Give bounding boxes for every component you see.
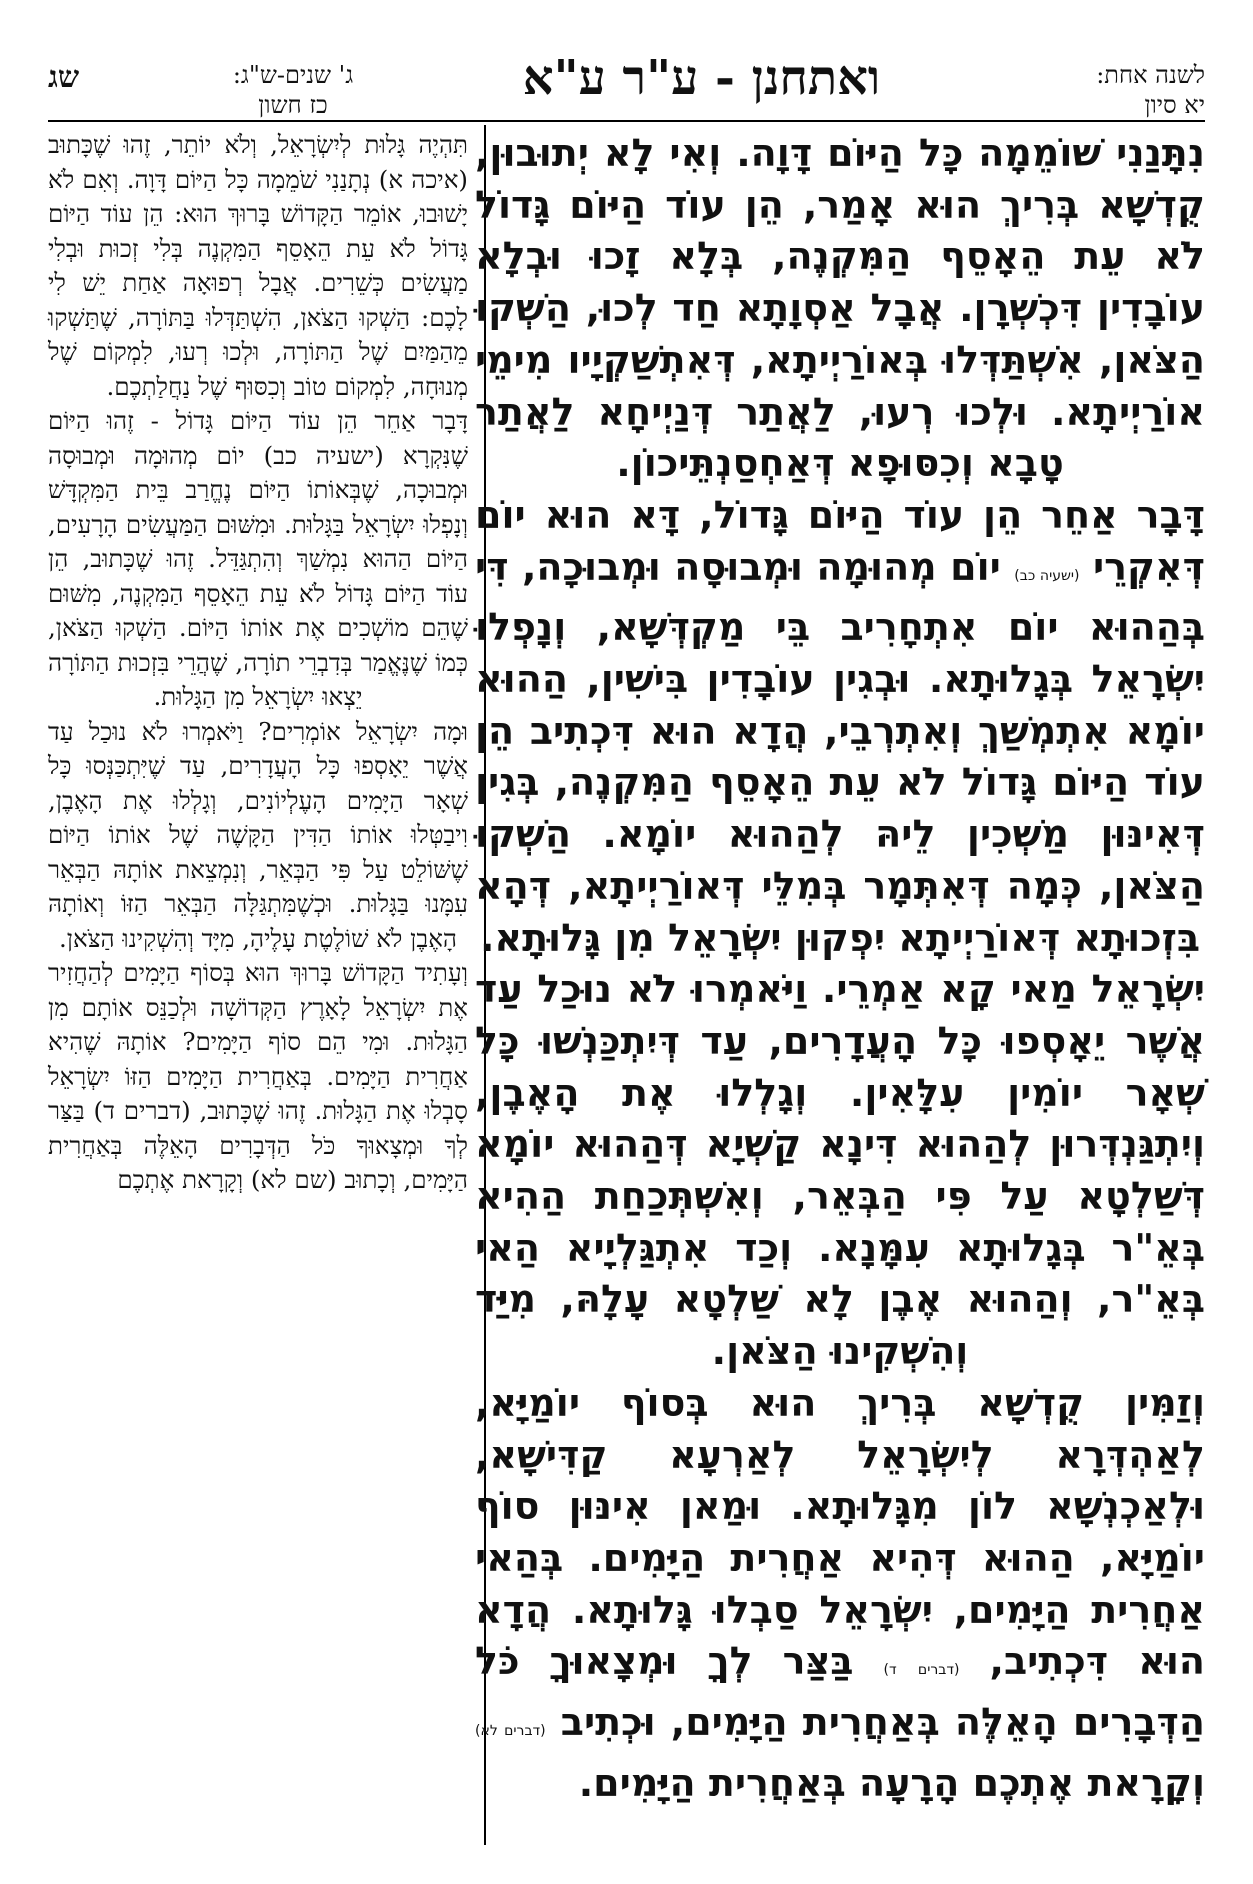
main-p4-reference-2: (דברים לא) <box>475 1723 546 1740</box>
main-p2-text-b: יוֹם מְהוּמָה וּמְבוּסָה וּמְבוּכָה, דִּי בְּהַהוּא יוֹם אִתְחָרִיב בֵּי מַקְדְּשָׁא, וְנָפְלוּ יִשְׂרָאֵל בְּגָלוּתָא. וּבְגִין עוֹבָדִין בִּישִׁין, הַהוּא יוֹמָא אִתְמְשַׁךְ וְאִתְרְבֵי, הֲדָא הוּא דִּכְתִיב הֵן עוֹד הַיּוֹם גָּדוֹל לֹא עֵת הֵאָסֵף הַמִּקְנֶה, בְּגִין דְּאִינּוּן מַשְׁכִין לֵיהּ לְהַהוּא יוֹמָא. הַשְׁקוּ הַצֹּאן, כְּמָה דְּאִתְּמָר בְּמִלֵּי דְּאוֹרַיְיתָא, דְּהָא בִּזְכוּתָא דְּאוֹרַיְיתָא יִפְקוּן יִשְׂרָאֵל מִן גָּלוּתָא. <box>475 544 1205 960</box>
side-paragraph-4: וְעָתִיד הַקָּדוֹשׁ בָּרוּךְ הוּא בְּסוֹף הַיָּמִים לְהַחֲזִיר אֶת יִשְׂרָאֵל לָאָרֶץ הַקְּדוֹשָׁה וּלְכַנֵּס אוֹתָם מִן הַגָּלוּת. וּמִי הֵם סוֹף הַיָּמִים? אוֹתָהּ שֶׁהִיא אַחֲרִית הַיָּמִים. בְּאַחֲרִית הַיָּמִים הַזּוֹ יִשְׂרָאֵל סָבְלוּ אֶת הַגָּלוּת. זֶהוּ שֶׁכָּתוּב, (דברים ד) בַּצַּר לְךָ וּמְצָאוּךָ כֹּל הַדְּבָרִים הָאֵלֶּה בְּאַחֲרִית הַיָּמִים, וְכָתוּב (שם לא) וְקָרָאת אֶתְכֶם <box>48 958 468 1194</box>
header-left-line2: כז חשון <box>258 91 328 119</box>
translation-column <box>48 128 468 1198</box>
header-right-line2: יא סיון <box>1144 91 1205 119</box>
page-title: ואתחנן - ע"ר ע"א <box>522 50 881 106</box>
header-left-info <box>168 60 418 120</box>
header-left-line1: ג' שנים-ש"ג: <box>232 61 354 89</box>
main-paragraph-4 <box>475 1378 1205 1810</box>
main-p4-text-c: וְקָרָאת אֶתְכֶם הָרָעָה בְּאַחֲרִית הַיָּמִים. <box>578 1760 1205 1805</box>
page-header <box>48 50 1205 130</box>
main-p4-text-b: בַּצַּר לְךָ וּמְצָאוּךָ כֹּל הַדְּבָרִים הָאֵלֶּה בְּאַחֲרִית הַיָּמִים, וּכְתִיב <box>475 1639 1205 1745</box>
main-text-column <box>475 128 1205 1810</box>
side-paragraph-2: דָּבָר אַחֵר הֵן עוֹד הַיּוֹם גָּדוֹל - זֶהוּ הַיּוֹם שֶׁנִּקְרָא (ישעיה כב) יוֹם מְהוּמָה וּמְבוּסָה וּמְבוּכָה, שֶׁבְּאוֹתוֹ הַיּוֹם נֶחֱרַב בֵּית הַמִּקְדָּשׁ וְנָפְלוּ יִשְׂרָאֵל בַּגָּלוּת. וּמִשּׁוּם הַמַּעֲשִׂים הָרָעִים, הַיּוֹם הַהוּא נִמְשַׁךְ וְהִתְגַּדֵּל. זֶהוּ שֶׁכָּתוּב, הֵן עוֹד הַיּוֹם גָּדוֹל לֹא עֵת הֵאָסֵף הַמִּקְנֶה, מִשּׁוּם שֶׁהֵם מוֹשְׁכִים אֶת אוֹתוֹ הַיּוֹם. הַשְׁקוּ הַצֹּאן, כְּמוֹ שֶׁנֶּאֱמַר בְּדִבְרֵי תוֹרָה, שֶׁהֲרֵי בִּזְכוּת הַתּוֹרָה יֵצְאוּ יִשְׂרָאֵל מִן הַגָּלוּת. <box>48 406 468 711</box>
main-p4-reference-1: (דברים ד) <box>883 1662 960 1679</box>
main-p2-text-a: דָּבָר אַחֵר הֵן עוֹד הַיּוֹם גָּדוֹל, דָּא הוּא יוֹם דְּאִקְרֵי <box>475 492 1206 589</box>
header-right-line1: לשנה אחת: <box>1096 61 1205 89</box>
main-p2-reference: (ישעיה כב) <box>1014 567 1080 584</box>
main-paragraph-2 <box>475 490 1205 964</box>
side-paragraph-1: תִּהְיֶה גָּלוּת לְיִשְׂרָאֵל, וְלֹא יוֹתֵר, זֶהוּ שֶׁכָּתוּב (איכה א) נְתָנַנִי שֹׁמֵמָה כָּל הַיּוֹם דָּוָה. וְאִם לֹא יָשׁוּבוּ, אוֹמֵר הַקָּדוֹשׁ בָּרוּךְ הוּא: הֵן עוֹד הַיּוֹם גָּדוֹל לֹא עֵת הֵאָסֵף הַמִּקְנֶה בְּלִי זְכוּת וּבְלִי מַעֲשִׂים כְּשֵׁרִים. אֲבָל רְפוּאָה אַחַת יֵשׁ לִי לָכֶם: הַשְׁקוּ הַצֹּאן, הִשְׁתַּדְּלוּ בַּתּוֹרָה, שֶׁתַּשְׁקוּ מֵהַמַּיִם שֶׁל הַתּוֹרָה, וּלְכוּ רְעוּ, לִמְקוֹם שֶׁל מְנוּחָה, לִמְקוֹם טוֹב וְכִסּוּף שֶׁל נַחֲלַתְכֶם. <box>48 130 468 401</box>
main-p4-text-a: וְזַמִּין קֻדְשָׁא בְּרִיךְ הוּא בְּסוֹף יוֹמַיָּא, לְאַהְדְּרָא לְיִשְׂרָאֵל לְאַרְעָא קַדִּישָׁא, וּלְאַכְנְשָׁא לוֹן מִגָּלוּתָא. וּמַאן אִינּוּן סוֹף יוֹמַיָּא, הַהוּא דְּהִיא אַחֲרִית הַיָּמִים. בְּהַאי אַחֲרִית הַיָּמִים, יִשְׂרָאֵל סַבְלוּ גָּלוּתָא. הֲדָא הוּא דִּכְתִיב, <box>475 1380 1206 1684</box>
page-number: שג <box>48 60 80 95</box>
header-rule <box>48 120 1205 122</box>
main-paragraph-3: יִשְׂרָאֵל מַאי קָא אַמְרֵי. וַיֹּאמְרוּ לֹא נוּכַל עַד אֲשֶׁר יֵאָסְפוּ כָּל הָעֲדָרִים, עַד דְּיִתְכַּנְשׁוּ כָּל שְׁאָר יוֹמִין עִלָּאִין. וְגָלְלוּ אֶת הָאֶבֶן, וְיִתְגַּנְדְּרוּן לְהַהוּא דִּינָא קַשְׁיָא דְּהַהוּא יוֹמָא דְּשַׁלְטָא עַל פִּי הַבְּאֵר, וְאִשְׁתְּכַחַת הַהִיא בְּאֵ"ר בְּגָלוּתָא עִמָּנָא. וְכַד אִתְגַּלְיָיא הַאי בְּאֵ"ר, וְהַהוּא אֶבֶן לָא שַׁלְטָא עָלָהּ, מִיַּד וְהִשְׁקִינוּ הַצֹּאן. <box>475 967 1205 1374</box>
header-right-info <box>1096 60 1205 120</box>
side-paragraph-3: וּמָה יִשְׂרָאֵל אוֹמְרִים? וַיֹּאמְרוּ לֹא נוּכַל עַד אֲשֶׁר יֵאָסְפוּ כָּל הָעֲדָרִים, עַד שֶׁיִּתְכַּנְּסוּ כָּל שְׁאָר הַיָּמִים הָעֶלְיוֹנִים, וְגָלְלוּ אֶת הָאֶבֶן, וִיבַטְּלוּ אוֹתוֹ הַדִּין הַקָּשֶׁה שֶׁל אוֹתוֹ הַיּוֹם שֶׁשּׁוֹלֵט עַל פִּי הַבְּאֵר, וְנִמְצֵאת אוֹתָהּ הַבְּאֵר עִמָּנוּ בַּגָּלוּת. וּכְשֶׁמִּתְגַּלָּה הַבְּאֵר הַזּוֹ וְאוֹתָהּ הָאֶבֶן לֹא שׁוֹלֶטֶת עָלֶיהָ, מִיָּד וְהִשְׁקִינוּ הַצֹּאן. <box>48 716 468 953</box>
main-paragraph-1: נִתָּנַנִי שׁוֹמֵמָה כָּל הַיּוֹם דָּוָה. וְאִי לָא יְתוּבוּן, קֻדְשָׁא בְּרִיךְ הוּא אָמַר, הֵן עוֹד הַיּוֹם גָּדוֹל לֹא עֵת הֵאָסֵף הַמִּקְנֶה, בְּלָא זָכוּ וּבְלָא עוֹבָדִין דִּכְשְׁרָן. אֲבָל אַסְוָתָא חַד לְכוּ, הַשְׁקוּ הַצֹּאן, אִשְׁתַּדְּלוּ בְּאוֹרַיְיתָא, דְּאִתְשַׁקְיָיו מִימֵי אוֹרַיְיתָא. וּלְכוּ רְעוּ, לַאֲתַר דְּנַיְיחָא לַאֲתַר טָבָא וְכִסּוּפָא דְּאַחְסַנְתֵּיכוֹן. <box>475 131 1205 486</box>
